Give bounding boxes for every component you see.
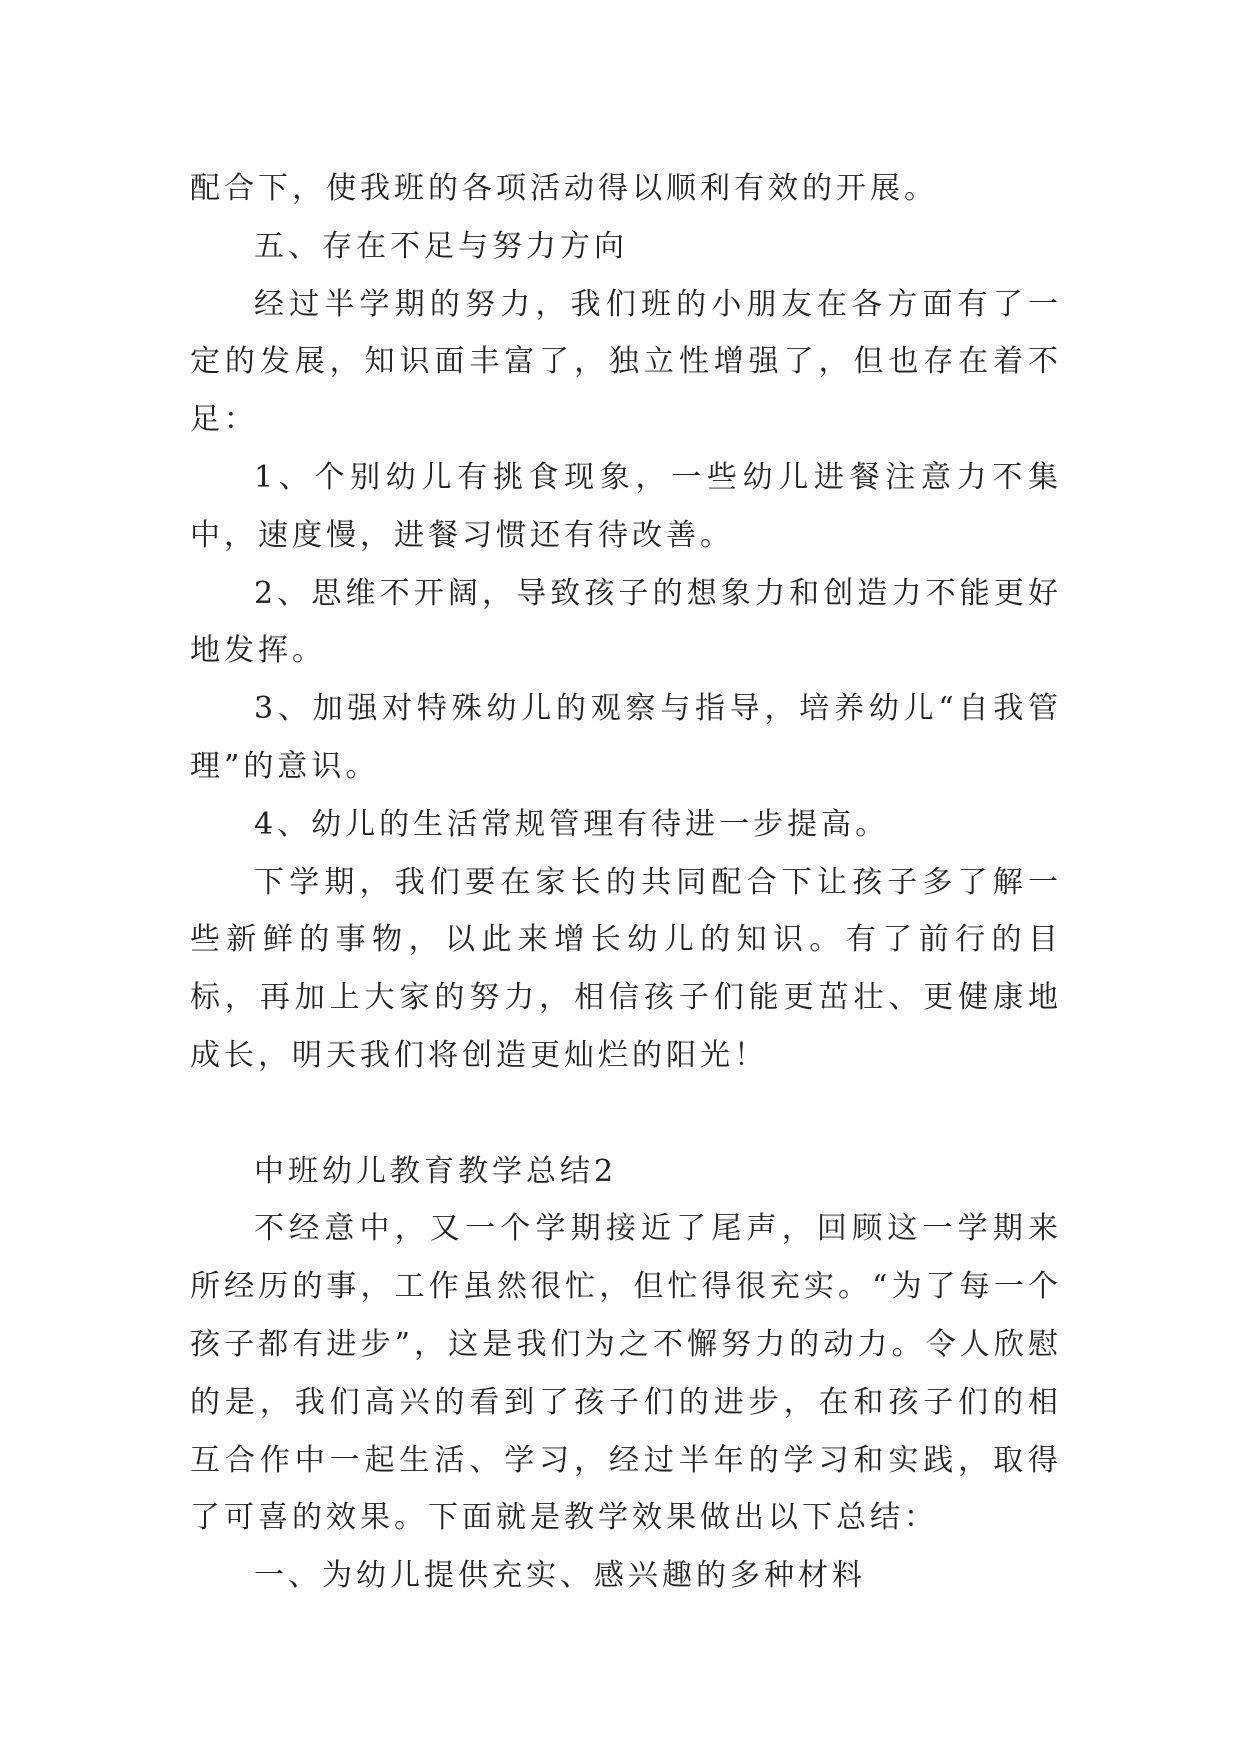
list-item: 3、加强对特殊幼儿的观察与指导，培养幼儿“自我管理”的意识。 bbox=[190, 691, 1062, 784]
list-item: 2、思维不开阔，导致孩子的想象力和创造力不能更好地发挥。 bbox=[190, 575, 1062, 669]
paragraph: 经过半学期的努力，我们班的小朋友在各方面有了一定的发展，知识面丰富了，独立性增强了，但也存在着不足： bbox=[190, 286, 1062, 438]
document-title: 中班幼儿教育教学总结2 bbox=[254, 1153, 618, 1189]
list-item: 1、个别幼儿有挑食现象，一些幼儿进餐注意力不集中，速度慢，进餐习惯还有待改善。 bbox=[190, 459, 1062, 553]
list-item: 4、幼儿的生活常规管理有待进一步提高。 bbox=[254, 806, 890, 842]
section-heading: 一、为幼儿提供充实、感兴趣的多种材料 bbox=[254, 1558, 866, 1594]
paragraph: 配合下，使我班的各项活动得以顺利有效的开展。 bbox=[190, 171, 938, 206]
section-heading: 五、存在不足与努力方向 bbox=[254, 228, 628, 264]
paragraph: 下学期，我们要在家长的共同配合下让孩子多了解一些新鲜的事物，以此来增长幼儿的知识。有了前行的目标，再加上大家的努力，相信孩子们能更茁壮、更健康地成长，明天我们将创造更灿烂的阳光！ bbox=[190, 864, 1062, 1073]
paragraph: 不经意中，又一个学期接近了尾声，回顾这一学期来所经历的事，工作虽然很忙，但忙得很充实。“为了每一个孩子都有进步”，这是我们为之不懈努力的动力。令人欣慰的是，我们高兴的看到了孩子们的进步，在和孩子们的相互合作中一起生活、学习，经过半年的学习和实践，取得了可喜的效果。下面就是教学效果做出以下总结： bbox=[190, 1211, 1062, 1536]
document-body bbox=[190, 160, 1062, 1605]
